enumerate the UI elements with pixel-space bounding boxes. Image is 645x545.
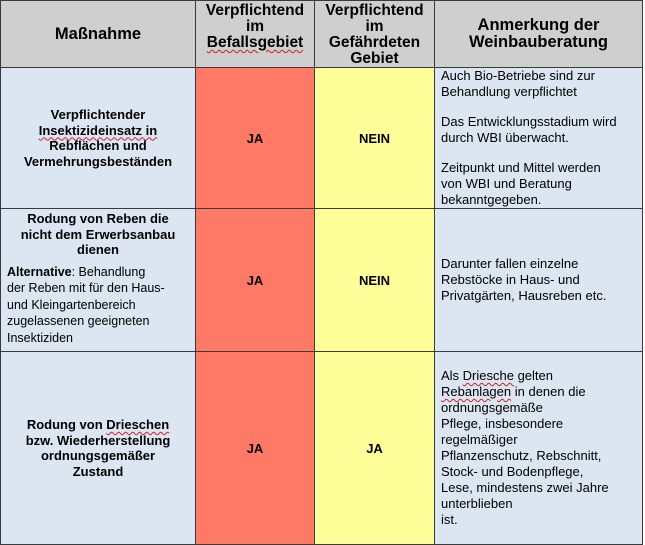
note-cell: Darunter fallen einzelne Rebstöcke in Haus- und Privatgärten, Hausreben etc. [435,209,643,352]
table-row [1,68,643,209]
header-massnahme: Maßnahme [1,1,196,68]
gefaehrdet-cell: JA [315,352,435,545]
measure-cell: Rodung von Drieschen bzw. Wiederherstellung ordnungsgemäßer Zustand [1,352,196,545]
header-anmerkung: Anmerkung der Weinbauberatung [435,1,643,68]
measure-cell: Verpflichtender Insektizideinsatz in Rebflächen und Vermehrungsbeständen [1,68,196,209]
befall-cell: JA [196,68,315,209]
header-befallsgebiet: Verpflichtend im Befallsgebiet [196,1,315,68]
measure-cell: Rodung von Reben die nicht dem Erwerbsanbau dienen Alternative: Behandlung der Reben mit für den Haus- und Kleingartenbereich zugelassenen geeigneten Insektiziden [1,209,196,352]
header-row [1,1,643,68]
note-paragraph: Zeitpunkt und Mittel werden von WBI und Beratung bekanntgegeben. [441,160,601,207]
table-row [1,209,643,352]
alternative-text: Alternative: Behandlung der Reben mit für den Haus- und Kleingartenbereich zugelassenen geeigneten Insektiziden [7,264,165,345]
table-row [1,352,643,545]
befall-cell: JA [196,352,315,545]
gefaehrdet-cell: NEIN [315,68,435,209]
note-paragraph: Auch Bio-Betriebe sind zur Behandlung verpflichtet [441,68,595,99]
note-cell: Als Driesche gelten Rebanlagen in denen die ordnungsgemäße Pflege, insbesondere regelmäßiger Pflanzenschutz, Rebschnitt, Stock- und Bodenpflege, Lese, mindestens zwei Jahre unterblieben ist. [435,352,643,545]
header-gefaehrdetes-gebiet: Verpflichtend im Gefährdeten Gebiet [315,1,435,68]
befall-cell: JA [196,209,315,352]
note-cell [435,68,643,209]
note-paragraph: Das Entwicklungsstadium wird durch WBI überwacht. [441,114,617,145]
gefaehrdet-cell: NEIN [315,209,435,352]
